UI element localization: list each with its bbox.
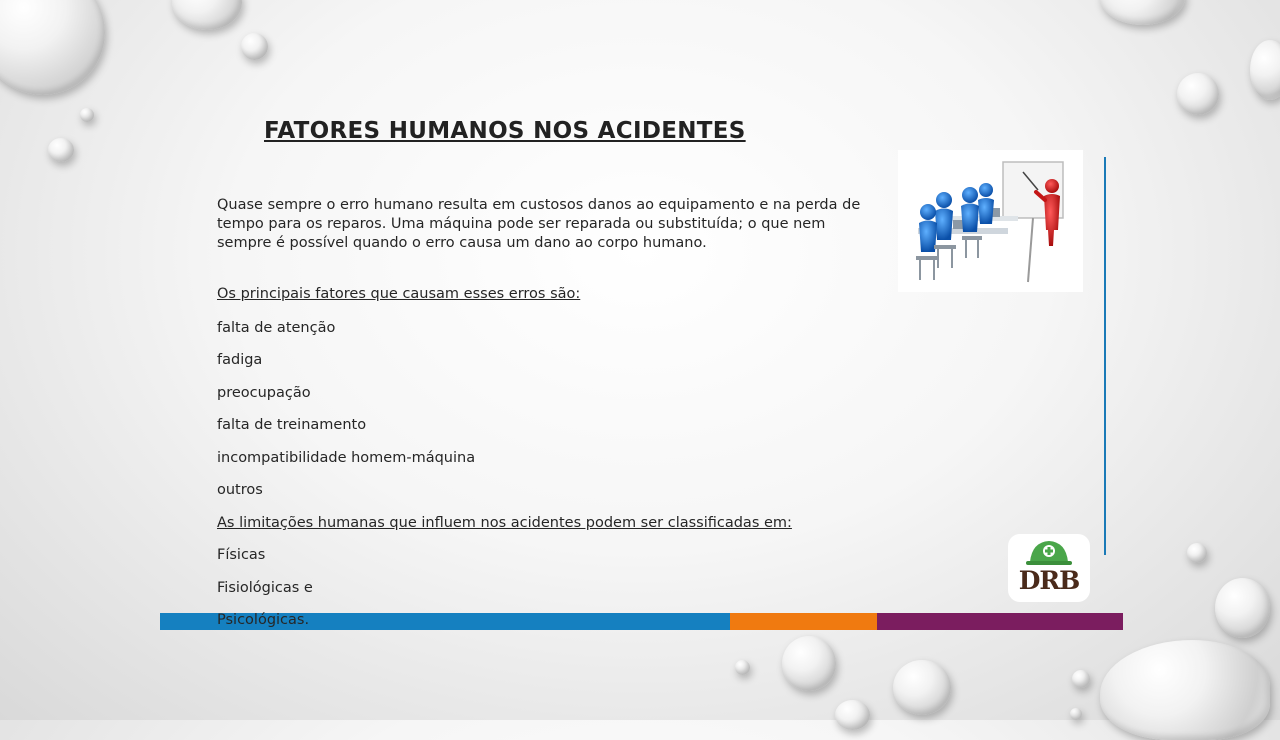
water-drop <box>893 660 951 715</box>
limits-heading: As limitações humanas que influem nos acidentes podem ser classificadas em: <box>217 515 792 531</box>
slide-content <box>217 196 872 596</box>
slide-title: FATORES HUMANOS NOS ACIDENTES <box>264 118 746 144</box>
water-drop <box>0 0 105 95</box>
limit-item: Físicas <box>217 547 266 563</box>
water-drop <box>172 0 242 30</box>
water-drop <box>1187 543 1207 563</box>
factors-heading: Os principais fatores que causam esses erros são: <box>217 286 581 302</box>
intro-paragraph: Quase sempre o erro humano resulta em custosos danos ao equipamento e na perda de tempo para os reparos. Uma máquina pode ser reparada ou substituída; o que nem sempre é possível quando o erro causa um dano ao corpo humano. <box>217 197 861 251</box>
factor-item: outros <box>217 482 263 498</box>
water-drop <box>1177 73 1219 115</box>
factor-item: incompatibilidade homem-máquina <box>217 450 476 466</box>
water-drop <box>80 108 94 122</box>
presentation-people-icon <box>898 150 1083 292</box>
color-bar-orange <box>730 613 877 630</box>
water-drop <box>1072 670 1090 688</box>
water-drop <box>782 636 836 691</box>
water-drop <box>735 660 750 675</box>
factor-item: falta de atenção <box>217 320 336 336</box>
water-drop <box>48 138 74 162</box>
water-drop <box>1100 0 1185 25</box>
factor-item: fadiga <box>217 352 263 368</box>
logo-text: DRB <box>1018 566 1080 595</box>
water-drop <box>241 33 268 60</box>
factor-item: preocupação <box>217 385 311 401</box>
drb-logo <box>1008 534 1090 602</box>
limit-item: Fisiológicas e <box>217 580 313 596</box>
water-drop <box>1215 578 1270 638</box>
helmet-cross-icon <box>1008 536 1090 566</box>
accent-divider <box>1104 157 1106 555</box>
presentation-image <box>898 150 1083 292</box>
factor-item: falta de treinamento <box>217 417 367 433</box>
water-drop <box>1100 640 1270 740</box>
water-drop <box>1250 40 1280 100</box>
water-drop <box>835 700 870 730</box>
color-bar-purple <box>877 613 1123 630</box>
water-drop <box>1070 708 1082 720</box>
limit-item: Psicológicas. <box>217 612 310 628</box>
